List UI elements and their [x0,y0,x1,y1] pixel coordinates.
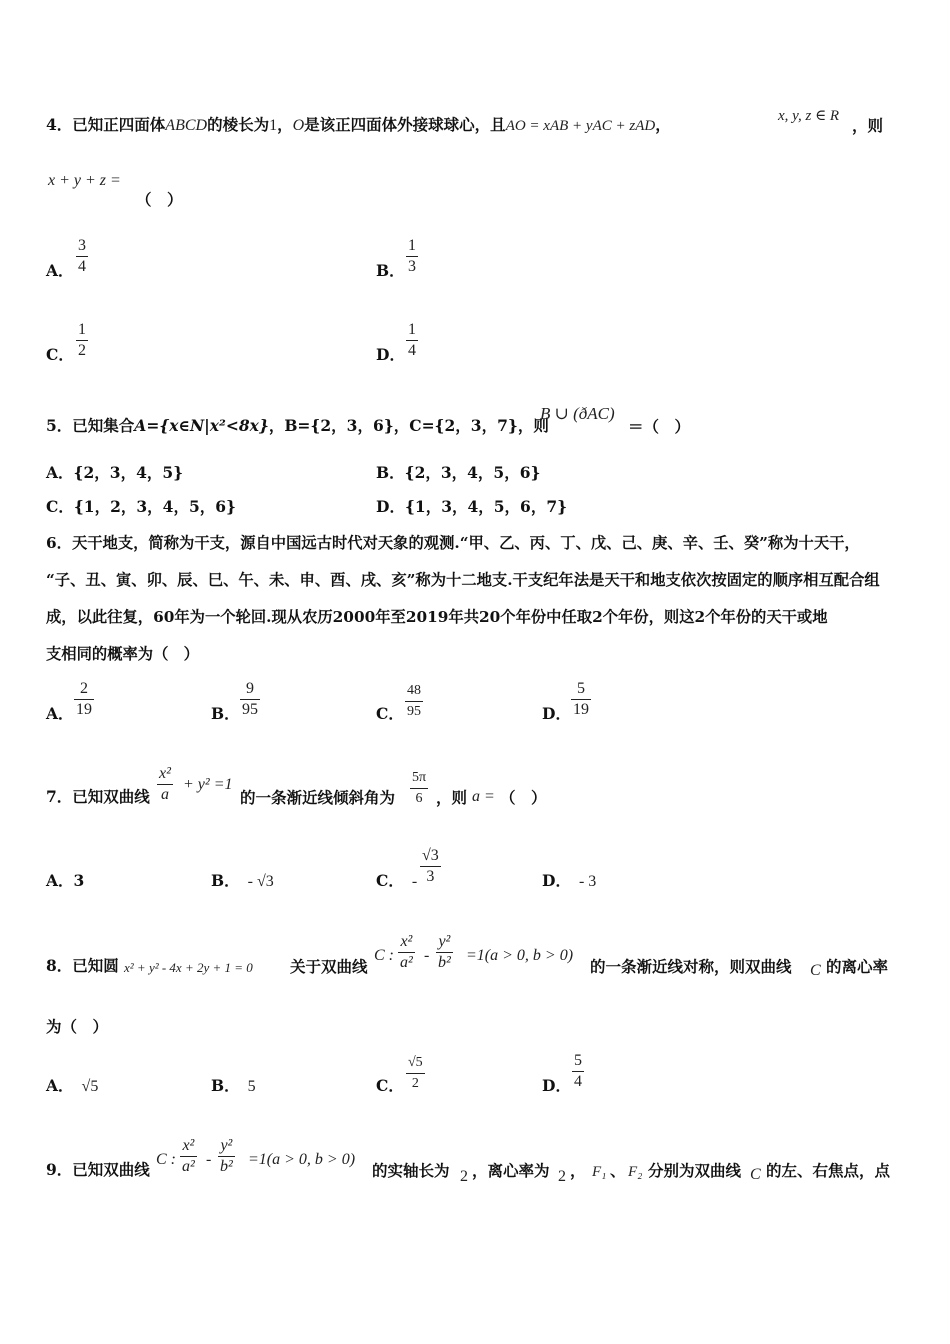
q8-option-c-fraction [406,1053,425,1094]
numerator: 2 [80,680,88,697]
numerator: 1 [78,321,86,338]
q4-option-c[interactable] [46,344,74,366]
numerator: x² [159,765,171,782]
q6-option-c[interactable] [376,703,404,725]
denominator: 2 [411,1076,419,1091]
denominator: 4 [574,1073,582,1090]
denominator: 2 [78,342,86,359]
q7-stem: 7．已知双曲线 [46,787,150,806]
numerator: y² [438,933,451,950]
q8-option-a-label: A． [46,1076,74,1095]
q8-fraction-x [398,932,415,973]
q8-option-c[interactable] [376,1075,404,1097]
q9-comma: ， [570,1161,586,1180]
q4-option-b-label: B． [376,261,405,280]
q4-answer-paren: （ ） [136,190,183,209]
q5-option-a[interactable]: A．{2，3，4，5} [46,463,184,482]
denominator: 3 [408,258,416,275]
denominator: 3 [426,868,435,885]
q8-stem: 8．已知圆 [46,956,119,975]
q8-c-label: C : [374,947,394,964]
denominator: a [160,786,169,803]
numerator: √3 [422,847,439,864]
q4-option-c-fraction [76,320,88,361]
q4-comma-2: ， [655,115,671,134]
q9-stem-e: 的左、右焦点，点 [766,1161,891,1180]
q4-point-o: O [292,117,305,134]
q4-stem-d: ，则 [852,116,884,135]
q4-stem-b: 的棱长为 [207,115,270,134]
denominator: 19 [573,701,589,718]
denominator: 4 [408,342,416,359]
q6-option-c-label: C． [376,704,404,723]
q5-expression: B ∪ (ðAC) [540,404,615,423]
q7-option-c-fraction [420,846,441,887]
q5-set-a: A={x∈N|x²<8x} [134,416,269,435]
q8-line2: 为（ ） [46,1017,109,1036]
numerator: 3 [78,237,86,254]
q6-option-c-fraction [405,681,423,722]
q9-minus: - [206,1151,212,1168]
q8-fraction-y [436,932,453,973]
q7-answer-paren: （ ） [500,788,547,807]
q7-stem-c: ，则 [436,788,468,807]
q7-option-b-value: - √3 [247,873,274,890]
q5-option-d[interactable]: D．{1，3，4，5，6，7} [376,497,568,516]
q6-option-a-label: A． [46,704,74,723]
q8-option-d-fraction [572,1051,584,1092]
numerator: 5π [412,770,427,785]
q5-comma: ， [268,416,285,435]
q5-stem: 5．已知集合 [46,416,135,435]
q4-option-d[interactable] [376,344,405,366]
q4-option-b-fraction [406,236,418,277]
q9-focus-f1: F₁ [592,1164,607,1180]
q7-option-c-label: C． [376,871,404,890]
q9-c-symbol: C [750,1166,761,1183]
q9-stem: 9．已知双曲线 [46,1160,150,1179]
q9-stem-d: 分别为双曲线 [648,1161,742,1180]
q4-option-b[interactable] [376,260,405,282]
numerator: 1 [408,321,416,338]
denominator: 19 [76,701,92,718]
q4-option-a-fraction [76,236,88,277]
q8-condition: =1(a > 0, b > 0) [466,947,574,964]
q6-option-b-fraction [240,679,260,720]
q7-stem-b: 的一条渐近线倾斜角为 [240,788,396,807]
denominator: b² [438,954,451,971]
q9-axis-length: 2 [460,1168,468,1185]
q8-stem-d: 的离心率 [826,957,889,976]
q6-line4: 支相同的概率为（ ） [46,645,199,663]
q4-option-d-fraction [406,320,418,361]
q4-sum-expression: x + y + z = [48,172,121,189]
q5-set-b: B={2，3，6} [284,416,394,435]
q8-stem-c: 的一条渐近线对称，则双曲线 [590,957,792,976]
q5-stem-c: ＝（ ） [628,417,691,436]
numerator: y² [220,1137,233,1154]
q6-option-d[interactable] [542,703,571,725]
q7-option-c-sign: - [411,873,418,890]
q4-line1 [46,114,671,137]
q8-circle-equation: x² + y² - 4x + 2y + 1 = 0 [124,960,253,975]
q6-option-d-fraction [571,679,591,720]
q9-stem-c: ，离心率为 [472,1161,550,1180]
q6-option-a-fraction [74,679,94,720]
q7-option-d-value: - 3 [578,873,597,890]
q4-option-a[interactable] [46,260,74,282]
q8-option-d-label: D． [542,1076,571,1095]
q7-angle-fraction [410,768,428,809]
q5-comma-2: ， [393,416,410,435]
q4-comma: ， [277,115,293,134]
q4-option-a-label: A． [46,261,74,280]
q9-condition: =1(a > 0, b > 0) [248,1151,356,1168]
q8-option-a[interactable] [46,1075,98,1098]
numerator: 9 [246,680,254,697]
q5-option-b[interactable]: B．{2，3，4，5，6} [376,463,541,482]
q7-option-c[interactable] [376,870,417,893]
q8-option-b-label: B． [211,1076,240,1095]
q8-c-symbol: C [810,962,821,979]
q7-option-a[interactable]: A．3 [46,871,85,890]
q7-option-b[interactable] [211,870,274,893]
q4-edge-length: 1 [269,117,278,134]
numerator: x² [182,1137,195,1154]
denominator: 4 [78,258,86,275]
numerator: 5 [574,1052,582,1069]
q8-option-a-value: √5 [81,1078,99,1095]
numerator: 5 [577,680,585,697]
q7-hyperbola-fraction [157,764,173,805]
q4-option-c-label: C． [46,345,74,364]
q4-stem-c: 是该正四面体外接球球心，且 [304,115,506,134]
q6-option-b[interactable] [211,703,240,725]
denominator: 95 [407,704,421,719]
q8-option-b-value: 5 [247,1078,256,1095]
q9-focus-f2: F₂ [628,1164,643,1180]
q9-fraction-y [218,1136,235,1177]
q7-option-d-label: D． [542,871,571,890]
q9-eccentricity: 2 [558,1168,566,1185]
q6-option-b-label: B． [211,704,240,723]
numerator: 48 [407,683,421,698]
denominator: a² [400,954,413,971]
q9-separator: 、 [610,1161,626,1180]
q4-tetrahedron: ABCD [165,117,208,134]
q6-line3: 成，以此往复，60年为一个轮回.现从农历2000年至2019年共20个年份中任取2个年份，则这2个年份的天干或地 [46,608,828,626]
denominator: 6 [415,791,423,806]
q6-option-d-label: D． [542,704,571,723]
q9-fraction-x [180,1136,197,1177]
q6-option-a[interactable] [46,703,74,725]
q9-c-label: C : [156,1151,176,1168]
denominator: b² [220,1158,233,1175]
numerator: 1 [408,237,416,254]
q9-stem-b: 的实轴长为 [372,1161,450,1180]
q4-stem: 4．已知正四面体 [46,115,166,134]
numerator: √5 [408,1055,423,1070]
q5-line1 [46,415,549,437]
q5-set-c: C={2，3，7} [409,416,518,435]
q7-equation-rest: + y² =1 [183,776,233,793]
q8-stem-b: 关于双曲线 [290,957,368,976]
q8-option-c-label: C． [376,1076,404,1095]
q7-option-b-label: B． [211,871,240,890]
q8-option-b[interactable] [211,1075,256,1098]
q7-a-equals: a = [472,788,495,805]
q4-vars: x, y, z ∈ R [778,108,840,124]
q8-minus: - [424,947,430,964]
q6-line2: “子、丑、寅、卯、辰、巳、午、未、申、酉、戌、亥”称为十二地支.干支纪年法是天干和地支依次按固定的顺序相互配合组 [46,571,880,589]
q4-option-d-label: D． [376,345,405,364]
q6-line1: 6．天干地支，简称为干支，源自中国远古时代对天象的观测.“甲、乙、丙、丁、戊、己、庚、辛、壬、癸”称为十天干， [46,534,860,552]
q7-option-d[interactable] [542,870,596,893]
numerator: x² [400,933,413,950]
q4-vector-equation: AO = xAB + yAC + zAD [505,118,656,134]
q8-option-d[interactable] [542,1075,571,1097]
q5-option-c[interactable]: C．{1，2，3，4，5，6} [46,497,236,516]
denominator: a² [182,1158,195,1175]
denominator: 95 [242,701,258,718]
q5-stem-b: ，则 [517,416,549,435]
